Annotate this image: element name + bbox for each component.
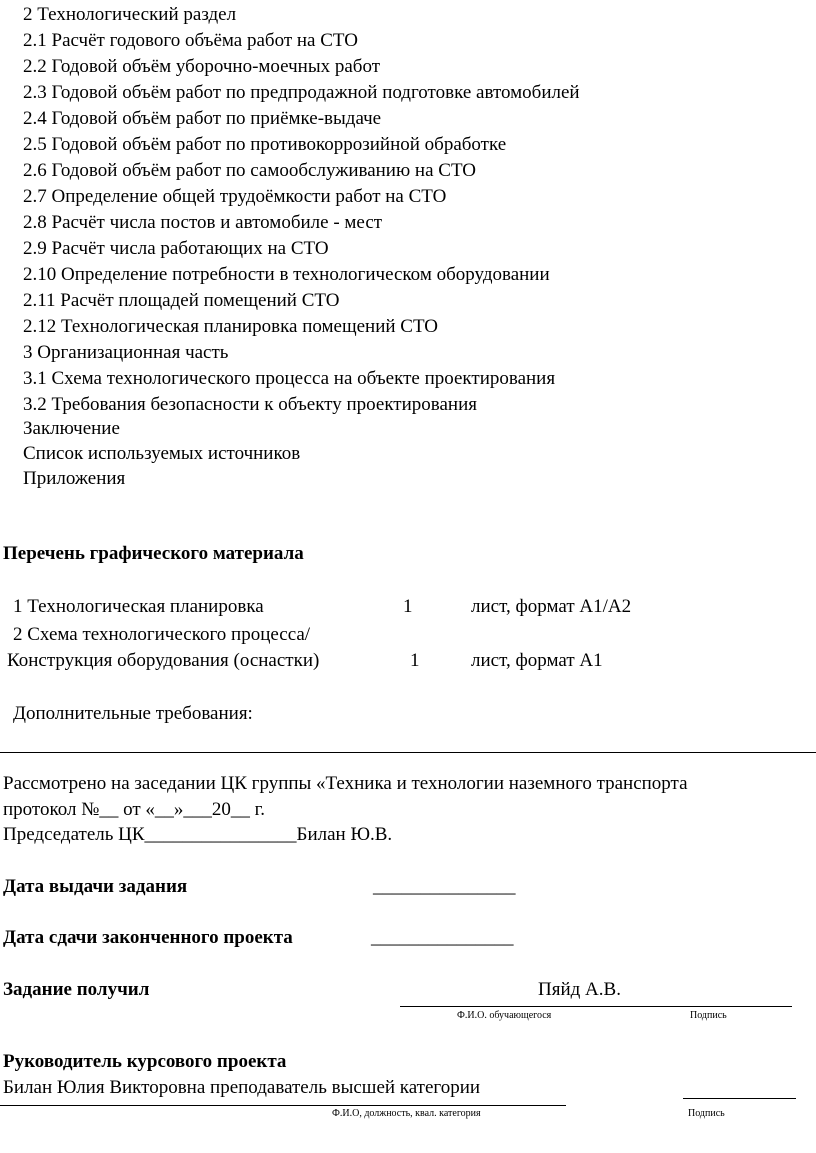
graphic-item-name-cont: Конструкция оборудования (оснастки) <box>7 650 320 671</box>
graphic-item-name: 2 Схема технологического процесса/ <box>13 624 311 645</box>
toc-item: 2.6 Годовой объём работ по самообслуживанию на СТО <box>23 160 477 181</box>
caption-fio: Ф.И.О. обучающегося <box>457 1010 552 1021</box>
supervisor-underline <box>0 1105 566 1106</box>
toc-item: Заключение <box>23 418 120 439</box>
graphic-item-count: 1 <box>403 596 413 617</box>
caption-signature: Подпись <box>690 1010 727 1021</box>
issue-date-label: Дата выдачи задания <box>3 876 188 897</box>
submit-date-blank: _______________ <box>371 927 514 948</box>
toc-item: 2 Технологический раздел <box>23 4 237 25</box>
graphic-item-name: 1 Технологическая планировка <box>13 596 264 617</box>
graphic-item-format: лист, формат А1/А2 <box>471 596 632 617</box>
submit-date-label: Дата сдачи законченного проекта <box>3 927 293 948</box>
supervisor-heading: Руководитель курсового проекта <box>3 1051 287 1072</box>
toc-item: 2.2 Годовой объём уборочно-моечных работ <box>23 56 381 77</box>
divider <box>0 752 816 753</box>
toc-item: 3.1 Схема технологического процесса на объекте проектирования <box>23 368 556 389</box>
toc-item: 2.3 Годовой объём работ по предпродажной подготовке автомобилей <box>23 82 580 103</box>
graphic-item-format: лист, формат А1 <box>471 650 603 671</box>
toc-item: 2.12 Технологическая планировка помещений СТО <box>23 316 439 337</box>
caption-signature: Подпись <box>688 1108 725 1119</box>
toc-item: 2.9 Расчёт числа работающих на СТО <box>23 238 329 259</box>
review-line: Рассмотрено на заседании ЦК группы «Техника и технологии наземного транспорта <box>3 773 688 794</box>
toc-item: 2.11 Расчёт площадей помещений СТО <box>23 290 340 311</box>
toc-item: 2.5 Годовой объём работ по противокоррозийной обработке <box>23 134 507 155</box>
toc-item: 3.2 Требования безопасности к объекту проектирования <box>23 394 477 415</box>
toc-item: 3 Организационная часть <box>23 342 229 363</box>
toc-item: 2.10 Определение потребности в технологическом оборудовании <box>23 264 550 285</box>
chairman-line: Председатель ЦК________________Билан Ю.В. <box>3 824 393 845</box>
toc-item: Приложения <box>23 468 126 489</box>
issue-date-blank: _______________ <box>373 876 516 897</box>
caption-fio-position: Ф.И.О, должность, квал. категория <box>332 1108 481 1119</box>
received-label: Задание получил <box>3 979 150 1000</box>
signature-line <box>400 1006 792 1007</box>
toc-item: 2.8 Расчёт числа постов и автомобиле - мест <box>23 212 383 233</box>
additional-requirements-label: Дополнительные требования: <box>13 703 253 724</box>
toc-item: 2.7 Определение общей трудоёмкости работ на СТО <box>23 186 447 207</box>
protocol-line: протокол №__ от «__»___20__ г. <box>3 799 266 820</box>
toc-item: Список используемых источников <box>23 443 301 464</box>
toc-item: 2.4 Годовой объём работ по приёмке-выдаче <box>23 108 382 129</box>
graphic-item-count: 1 <box>410 650 420 671</box>
student-name: Пяйд А.В. <box>538 979 621 1000</box>
toc-item: 2.1 Расчёт годового объёма работ на СТО <box>23 30 358 51</box>
supervisor-line: Билан Юлия Викторовна преподаватель высшей категории <box>3 1077 481 1098</box>
supervisor-signature-line <box>683 1098 796 1099</box>
graphic-material-heading: Перечень графического материала <box>3 543 304 564</box>
